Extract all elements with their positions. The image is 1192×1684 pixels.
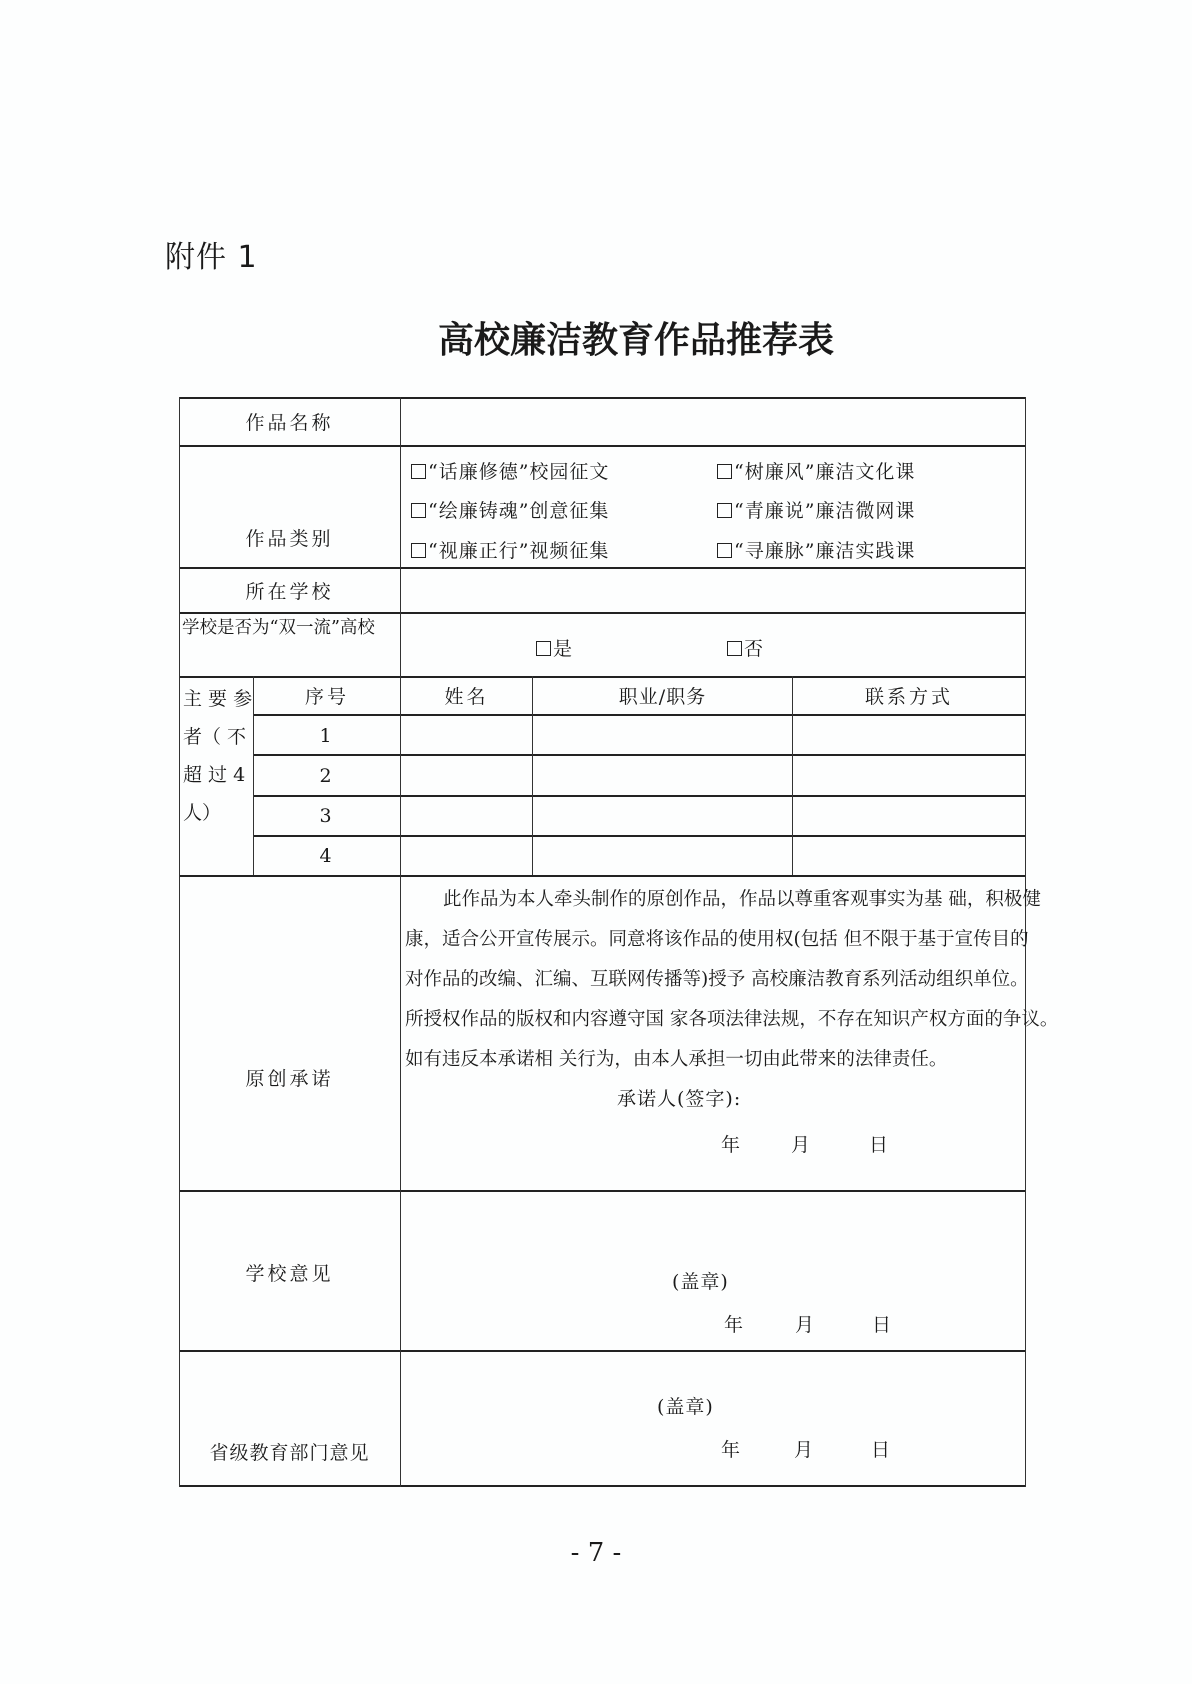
participant-name-input[interactable] [401,716,532,754]
category-option[interactable]: “视廉正行”视频征集 [411,536,609,563]
participant-contact-input[interactable] [793,756,1025,794]
attachment-label: 附件 1 [165,240,258,275]
checkbox[interactable] [717,543,732,558]
checkbox[interactable] [727,641,742,656]
participant-no: 1 [319,725,335,747]
school-label: 所在学校 [245,581,334,603]
checkbox[interactable] [411,503,426,518]
checkbox[interactable] [717,464,732,479]
header-job: 职业/职务 [618,686,707,708]
header-no: 序号 [304,686,349,708]
participant-job-input[interactable] [533,836,792,874]
participant-contact-input[interactable] [793,796,1025,834]
participant-contact-input[interactable] [793,836,1025,874]
participant-job-input[interactable] [533,756,792,794]
page-title: 高校廉洁教育作品推荐表 [437,319,834,361]
pledge-date-day: 日 [869,1134,890,1156]
school-date-month: 月 [795,1314,816,1336]
checkbox[interactable] [536,641,551,656]
participant-name-input[interactable] [401,756,532,794]
category-option[interactable]: “话廉修德”校园征文 [411,457,609,484]
school-input[interactable] [401,569,1025,612]
school-seal-label: (盖章) [672,1271,729,1293]
no-option[interactable]: 否 [727,634,764,661]
work-name-input[interactable] [401,397,1025,445]
provincial-date-year: 年 [721,1439,742,1461]
page-number: - 7 - [570,1538,622,1568]
category-option[interactable]: “寻廉脉”廉洁实践课 [717,536,915,563]
checkbox[interactable] [717,503,732,518]
participant-contact-input[interactable] [793,716,1025,754]
participant-name-input[interactable] [401,796,532,834]
school-opinion-label: 学校意见 [245,1262,334,1285]
work-name-label: 作品名称 [245,411,334,434]
pledge-date-month: 月 [791,1134,812,1156]
checkbox[interactable] [411,543,426,558]
header-name: 姓名 [444,686,489,708]
participant-no: 4 [319,845,335,867]
provincial-opinion-label: 省级教育部门意见 [209,1441,370,1464]
provincial-seal-label: (盖章) [657,1396,714,1418]
category-option[interactable]: “树廉风”廉洁文化课 [717,457,915,484]
table-border-left [179,397,180,1487]
pledge-signature-label: 承诺人(签字): [617,1088,742,1110]
participants-label: 主 要 参 者（ 不 超 过 4 人） [183,688,253,824]
provincial-date-month: 月 [794,1439,815,1461]
category-label: 作品类别 [245,527,334,550]
pledge-date-year: 年 [721,1134,742,1156]
school-date-year: 年 [724,1314,745,1336]
pledge-text: 此作品为本人牵头制作的原创作品，作品以尊重客观事实为基 础，积极健 康，适合公开宣传展示。同意将该作品的使用权(包括 但不限于基于宣传目的 对作品的改编、汇编、互联网传播等)授予 高校廉洁教育系列活动组织单位。 所授权作品的版权和内容遵守国 家各项法律法规，不存在知识产权方面的争议。 如有违反本承诺相 关行为，由本人承担一切由此带来的法律责任。 [405,889,1059,1070]
pledge-label: 原创承诺 [245,1067,334,1090]
yes-option[interactable]: 是 [536,634,573,661]
header-contact: 联系方式 [864,686,953,708]
row-divider [179,445,1025,447]
category-option[interactable]: “绘廉铸魂”创意征集 [411,496,609,523]
provincial-date-day: 日 [871,1439,892,1461]
table-border-bottom [179,1485,1025,1487]
category-option[interactable]: “青廉说”廉洁微网课 [717,496,915,523]
school-date-day: 日 [872,1314,893,1336]
participant-job-input[interactable] [533,796,792,834]
participant-no: 3 [319,805,335,827]
recommendation-form [179,397,1059,1485]
participant-name-input[interactable] [401,836,532,874]
double-first-class-label: 学校是否为“双一流”高校 [182,618,375,638]
participant-job-input[interactable] [533,716,792,754]
participant-no: 2 [319,765,335,787]
checkbox[interactable] [411,464,426,479]
